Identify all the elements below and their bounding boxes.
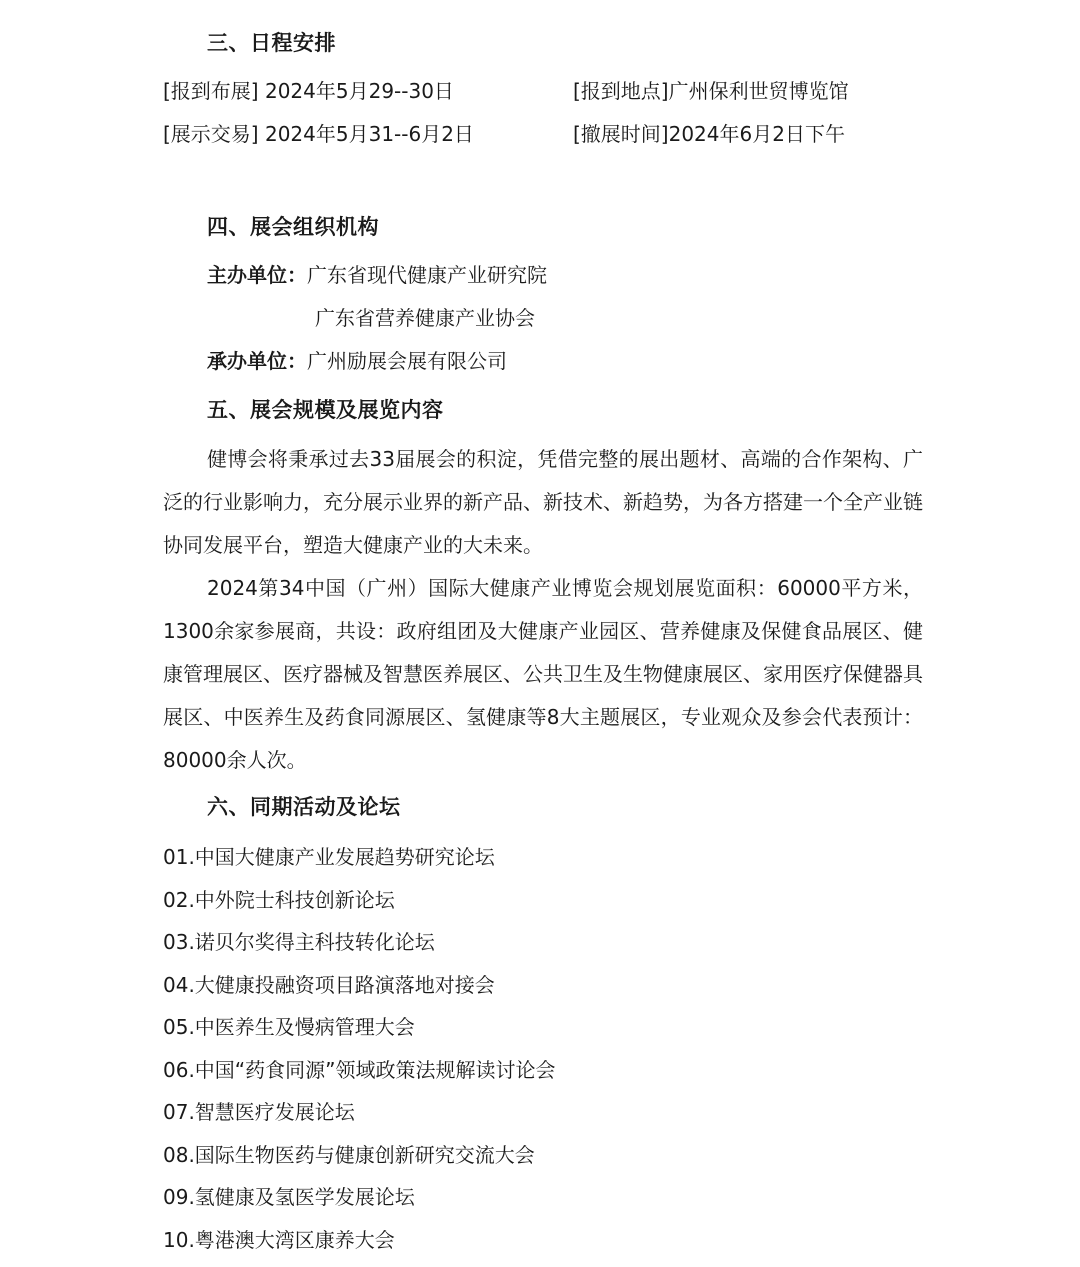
forum-item: 09.氢健康及氢医学发展论坛 — [163, 1182, 556, 1225]
schedule-value: 2024年6月2日下午 — [669, 122, 845, 146]
host-name: 广东省营养健康产业协会 — [315, 306, 535, 330]
organizer-name: 广州励展会展有限公司 — [307, 349, 507, 373]
forum-item: 03.诺贝尔奖得主科技转化论坛 — [163, 927, 556, 970]
schedule-item — [163, 119, 474, 149]
schedule-item — [163, 76, 454, 106]
schedule-label: [展示交易] — [163, 122, 259, 146]
forum-item: 07.智慧医疗发展论坛 — [163, 1097, 556, 1140]
forum-item: 10.粤港澳大湾区康养大会 — [163, 1225, 556, 1267]
section-heading-forums: 六、同期活动及论坛 — [207, 792, 401, 822]
schedule-label: [报到地点] — [573, 79, 669, 103]
schedule-item — [573, 119, 845, 149]
host-name: 广东省现代健康产业研究院 — [307, 263, 547, 287]
section-heading-organization: 四、展会组织机构 — [207, 212, 379, 242]
scale-paragraph: 2024第34中国（广州）国际大健康产业博览会规划展览面积：60000平方米，1300余家参展商，共设：政府组团及大健康产业园区、营养健康及保健食品展区、健康管理展区、医疗器械及智慧医养展区、公共卫生及生物健康展区、家用医疗保健器具展区、中医养生及药食同源展区、氢健康等8大主题展区，专业观众及参会代表预计：80000余人次。 — [163, 567, 923, 782]
forum-item: 08.国际生物医药与健康创新研究交流大会 — [163, 1140, 556, 1183]
organizer-label: 承办单位： — [207, 349, 307, 373]
section-heading-scale: 五、展会规模及展览内容 — [207, 395, 444, 425]
forum-list — [163, 842, 556, 1267]
forum-item: 02.中外院士科技创新论坛 — [163, 885, 556, 928]
forum-item: 06.中国“药食同源”领域政策法规解读讨论会 — [163, 1055, 556, 1098]
scale-paragraph: 健博会将秉承过去33届展会的积淀，凭借完整的展出题材、高端的合作架构、广泛的行业影响力，充分展示业界的新产品、新技术、新趋势，为各方搭建一个全产业链协同发展平台，塑造大健康产业的大未来。 — [163, 438, 923, 567]
schedule-label: [撤展时间] — [573, 122, 669, 146]
host-row — [207, 260, 547, 290]
forum-item: 04.大健康投融资项目路演落地对接会 — [163, 970, 556, 1013]
schedule-value: 2024年5月29--30日 — [265, 79, 454, 103]
forum-item: 01.中国大健康产业发展趋势研究论坛 — [163, 842, 556, 885]
host-row — [315, 303, 535, 333]
organizer-row — [207, 346, 507, 376]
schedule-label: [报到布展] — [163, 79, 259, 103]
schedule-value: 2024年5月31--6月2日 — [265, 122, 474, 146]
host-label: 主办单位： — [207, 263, 307, 287]
section-heading-schedule: 三、日程安排 — [207, 28, 336, 58]
schedule-value: 广州保利世贸博览馆 — [669, 79, 849, 103]
schedule-item — [573, 76, 849, 106]
forum-item: 05.中医养生及慢病管理大会 — [163, 1012, 556, 1055]
